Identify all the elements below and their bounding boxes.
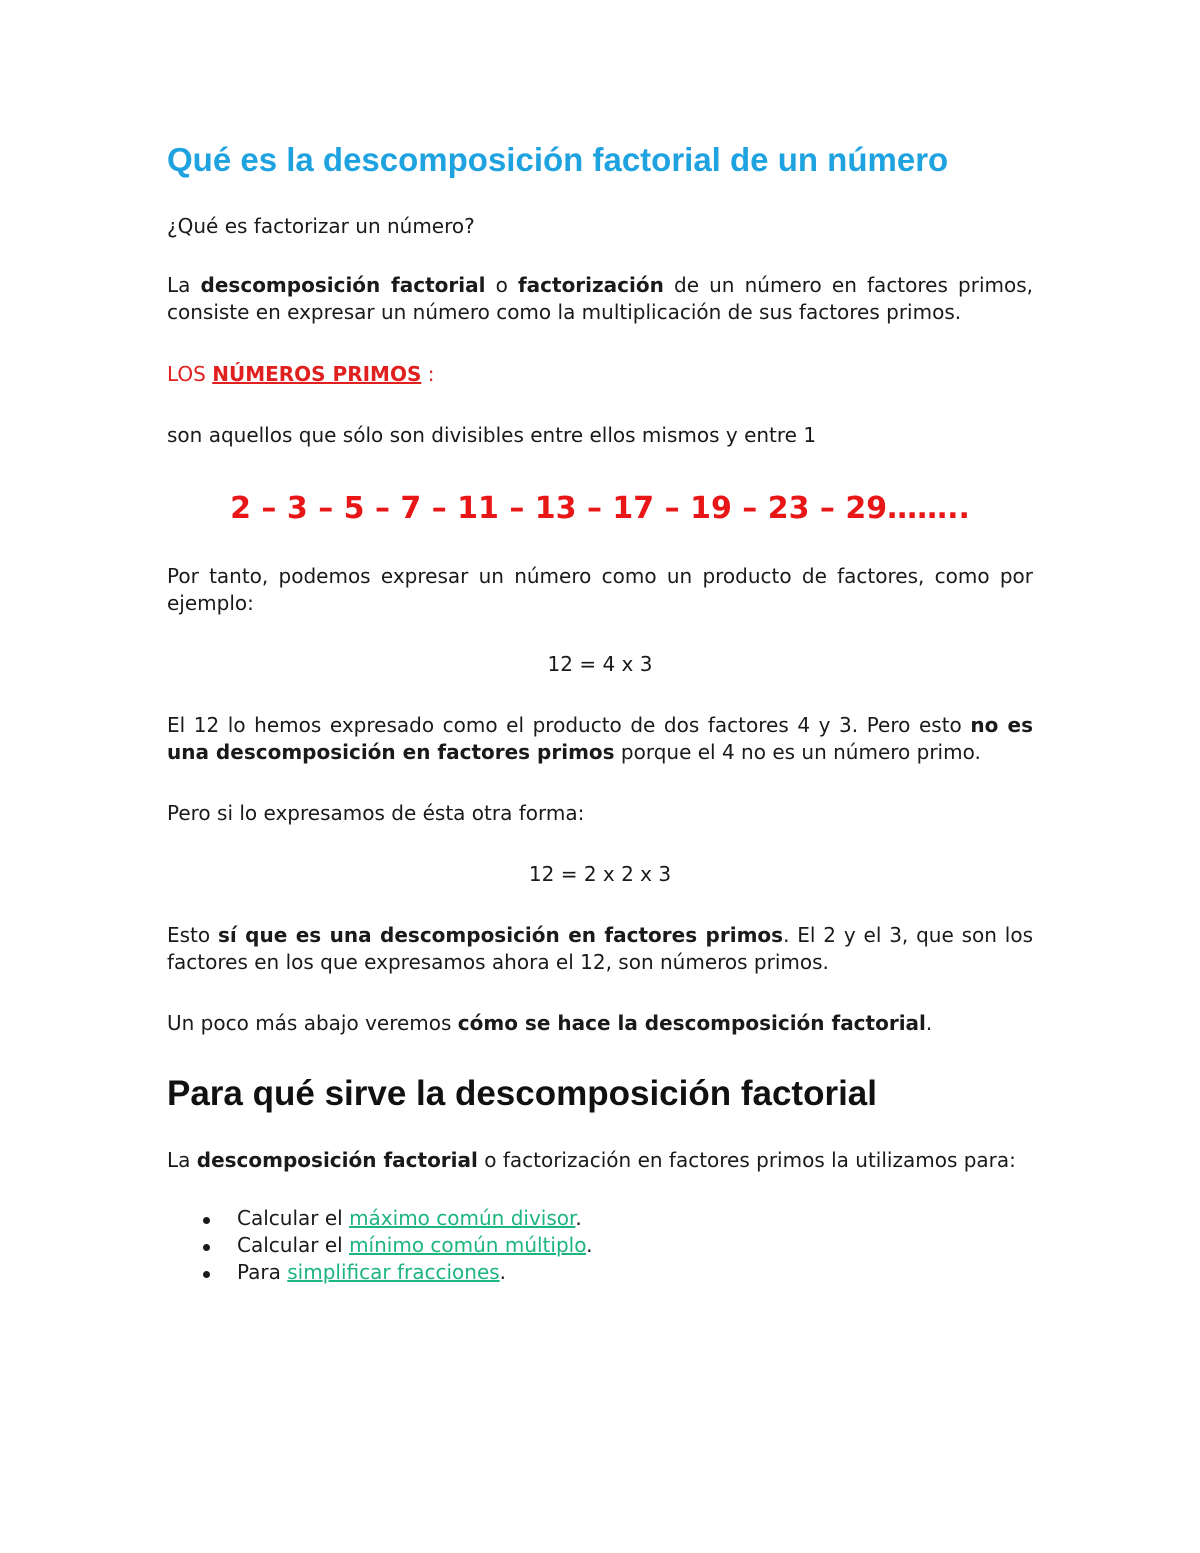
- text-run: . El 2 y el 3, que son los factores en los que expresamos ahora el 12, son números primos.: [167, 923, 1033, 974]
- bullet-icon: [203, 1217, 210, 1224]
- uses-list: [167, 1205, 1033, 1286]
- equation-2: 12 = 2 x 2 x 3: [528, 862, 672, 886]
- primes-label: NÚMEROS PRIMOS: [212, 362, 422, 386]
- bold-term: cómo se hace la descomposición factorial: [457, 1011, 926, 1035]
- text-run: .: [499, 1260, 507, 1284]
- text-run: La: [167, 273, 201, 297]
- document-body: [167, 138, 1033, 1286]
- link-maximo-comun-divisor[interactable]: máximo común divisor: [349, 1206, 576, 1230]
- explanation-paragraph: [167, 712, 1033, 766]
- text-run: Calcular el: [237, 1233, 350, 1257]
- text-run: .: [925, 1011, 933, 1035]
- text-run: La: [167, 1148, 197, 1172]
- product-paragraph: Por tanto, podemos expresar un número como un producto de factores, como por ejemplo:: [167, 564, 1033, 615]
- bold-term: factorización: [517, 273, 664, 297]
- text-run: o: [485, 273, 518, 297]
- text-run: porque el 4 no es un número primo.: [614, 740, 981, 764]
- text-run: LOS: [167, 362, 213, 386]
- confirmation-paragraph: [167, 922, 1033, 976]
- page-title: Qué es la descomposición factorial de un número: [167, 141, 949, 178]
- text-run: o factorización en factores primos la utilizamos para:: [477, 1148, 1016, 1172]
- text-run: .: [586, 1233, 593, 1257]
- list-item: [167, 1205, 1033, 1232]
- list-item: [167, 1259, 1033, 1286]
- section-heading: Para qué sirve la descomposición factorial: [167, 1074, 877, 1113]
- equation-1: 12 = 4 x 3: [547, 652, 653, 676]
- text-run: Para: [237, 1260, 288, 1284]
- alternative-paragraph: Pero si lo expresamos de ésta otra forma:: [167, 801, 585, 825]
- primes-sequence: 2 – 3 – 5 – 7 – 11 – 13 – 17 – 19 – 23 – 29……..: [230, 491, 970, 526]
- text-run: El 12 lo hemos expresado como el producto de dos factores 4 y 3. Pero esto: [167, 713, 971, 737]
- primes-heading: [167, 361, 1033, 388]
- definition-paragraph: [167, 272, 1033, 326]
- primes-definition: son aquellos que sólo son divisibles entre ellos mismos y entre 1: [167, 423, 817, 447]
- bullet-icon: [203, 1244, 210, 1251]
- preview-paragraph: [167, 1010, 1033, 1037]
- bold-term: descomposición factorial: [196, 1148, 478, 1172]
- text-run: :: [421, 362, 435, 386]
- usage-paragraph: [167, 1147, 1033, 1174]
- bold-term: sí que es una descomposición en factores primos: [217, 923, 784, 947]
- bold-term: no es una descomposición en factores primos: [167, 713, 1033, 764]
- list-item: [167, 1232, 1033, 1259]
- text-run: de un número en factores primos, consiste en expresar un número como la multiplicación de sus factores primos.: [167, 273, 1034, 324]
- bold-term: descomposición factorial: [200, 273, 486, 297]
- text-run: Calcular el: [237, 1206, 350, 1230]
- text-run: Un poco más abajo veremos: [167, 1011, 458, 1035]
- text-run: .: [575, 1206, 582, 1230]
- text-run: Esto: [167, 923, 218, 947]
- subtitle-question: ¿Qué es factorizar un número?: [167, 214, 475, 238]
- link-simplificar-fracciones[interactable]: simplificar fracciones: [287, 1260, 500, 1284]
- bullet-icon: [203, 1271, 210, 1278]
- link-minimo-comun-multiplo[interactable]: mínimo común múltiplo: [349, 1233, 587, 1257]
